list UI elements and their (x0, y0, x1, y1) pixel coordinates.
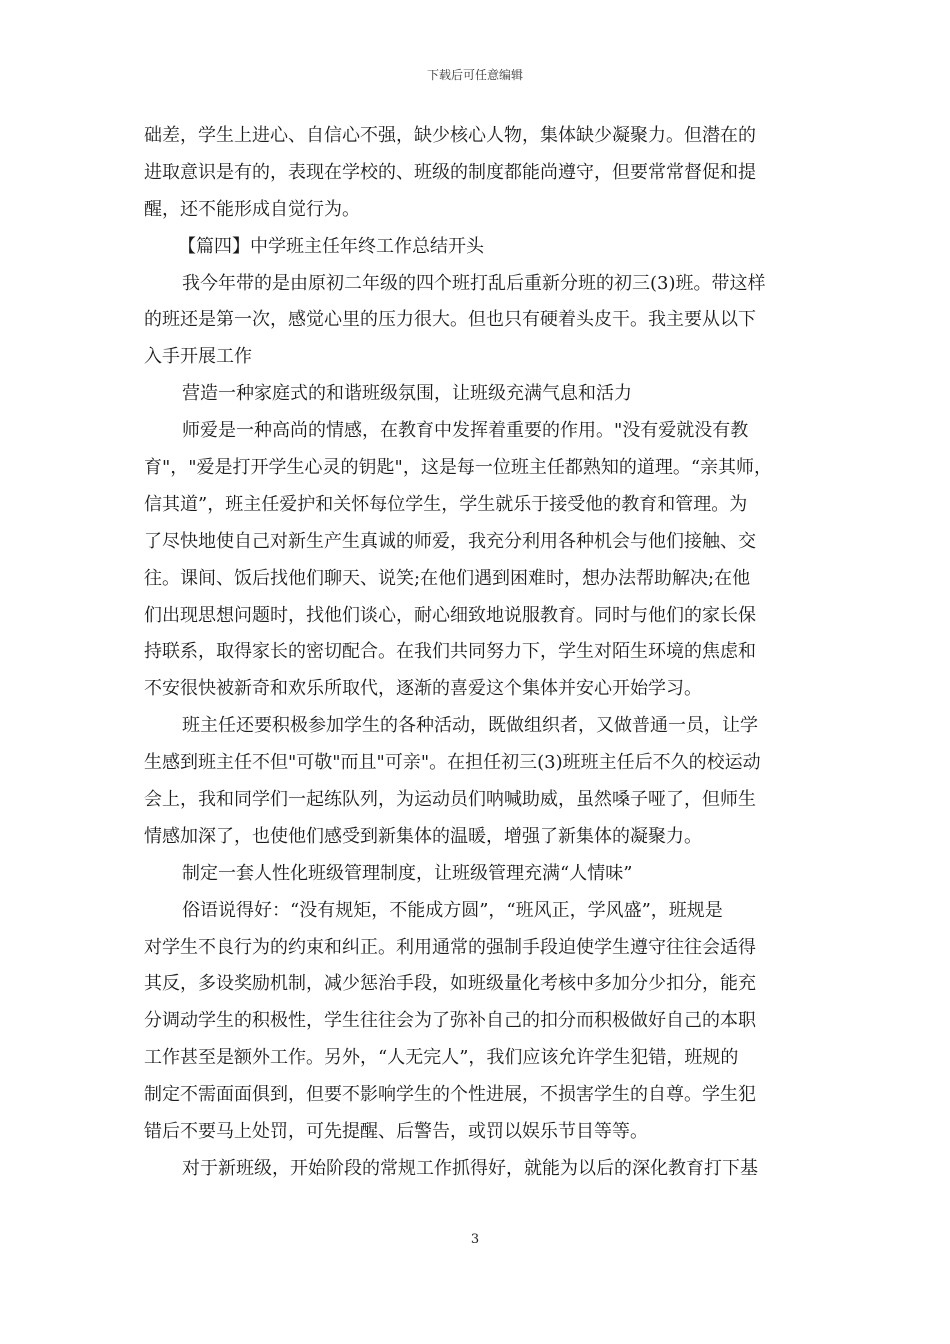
page-header: 下载后可任意编辑 (426, 68, 523, 82)
paragraph-start: 班主任还要积极参加学生的各种活动，既做组织者，又做普通一员，让学 (182, 715, 758, 737)
text-line: 进取意识是有的，表现在学校的、班级的制度都能尚遵守，但要常常督促和提 (144, 161, 756, 183)
text-line: 往。课间、饭后找他们聊天、说笑;在他们遇到困难时，想办法帮助解决;在他 (144, 567, 751, 589)
text-line: 础差，学生上进心、自信心不强，缺少核心人物，集体缺少凝聚力。但潜在的 (144, 125, 756, 146)
text-line: 制定不需面面俱到，但要不影响学生的个性进展，不损害学生的自尊。学生犯 (144, 1084, 756, 1106)
subheading: 制定一套人性化班级管理制度，让班级管理充满“人情味” (182, 862, 633, 884)
text-line: 持联系，取得家长的密切配合。在我们共同努力下，学生对陌生环境的焦虑和 (144, 641, 756, 663)
text-line: 分调动学生的积极性，学生往往会为了弥补自己的扣分而积极做好自己的本职 (144, 1010, 756, 1032)
paragraph-start: 俗语说得好：“没有规矩，不能成方圆”，“班风正，学风盛”，班规是 (182, 899, 723, 921)
page-number: 3 (470, 1232, 480, 1247)
text-line: 其反，多设奖励机制，减少惩治手段，如班级量化考核中多加分少扣分，能充 (144, 973, 756, 995)
text-line: 信其道”，班主任爱护和关怀每位学生，学生就乐于接受他的教育和管理。为 (144, 493, 748, 515)
text-line: 生感到班主任不但"可敬"而且"可亲"。在担任初三(3)班班主任后不久的校运动 (144, 752, 761, 774)
text-line: 的班还是第一次，感觉心里的压力很大。但也只有硬着头皮干。我主要从以下 (144, 309, 756, 331)
text-line: 工作甚至是额外工作。另外，“人无完人”，我们应该允许学生犯错，班规的 (144, 1047, 739, 1069)
text-line: 育"，"爱是打开学生心灵的钥匙"，这是每一位班主任都熟知的道理。“亲其师， (144, 457, 773, 479)
paragraph-start: 我今年带的是由原初二年级的四个班打乱后重新分班的初三(3)班。带这样 (182, 272, 766, 294)
text-line: 情感加深了，也使他们感受到新集体的温暖，增强了新集体的凝聚力。 (144, 825, 702, 847)
text-line: 不安很快被新奇和欢乐所取代，逐渐的喜爱这个集体并安心开始学习。 (144, 678, 702, 700)
section-heading: 【篇四】中学班主任年终工作总结开头 (178, 235, 484, 257)
document-body (144, 118, 814, 1188)
text-line: 会上，我和同学们一起练队列，为运动员们呐喊助威，虽然嗓子哑了，但师生 (144, 789, 756, 811)
paragraph-start: 师爱是一种高尚的情感，在教育中发挥着重要的作用。"没有爱就没有教 (182, 420, 749, 442)
text-line: 入手开展工作 (144, 346, 252, 368)
text-line: 对学生不良行为的约束和纠正。利用通常的强制手段迫使学生遵守往往会适得 (144, 936, 756, 958)
text-line: 们出现思想问题时，找他们谈心，耐心细致地说服教育。同时与他们的家长保 (144, 604, 756, 626)
paragraph-start: 对于新班级，开始阶段的常规工作抓得好，就能为以后的深化教育打下基 (182, 1157, 758, 1179)
text-line: 错后不要马上处罚，可先提醒、后警告，或罚以娱乐节目等等。 (144, 1121, 648, 1143)
subheading: 营造一种家庭式的和谐班级氛围，让班级充满气息和活力 (182, 383, 632, 405)
text-line: 醒，还不能形成自觉行为。 (144, 198, 360, 220)
text-line: 了尽快地使自己对新生产生真诚的师爱，我充分利用各种机会与他们接触、交 (144, 530, 756, 552)
